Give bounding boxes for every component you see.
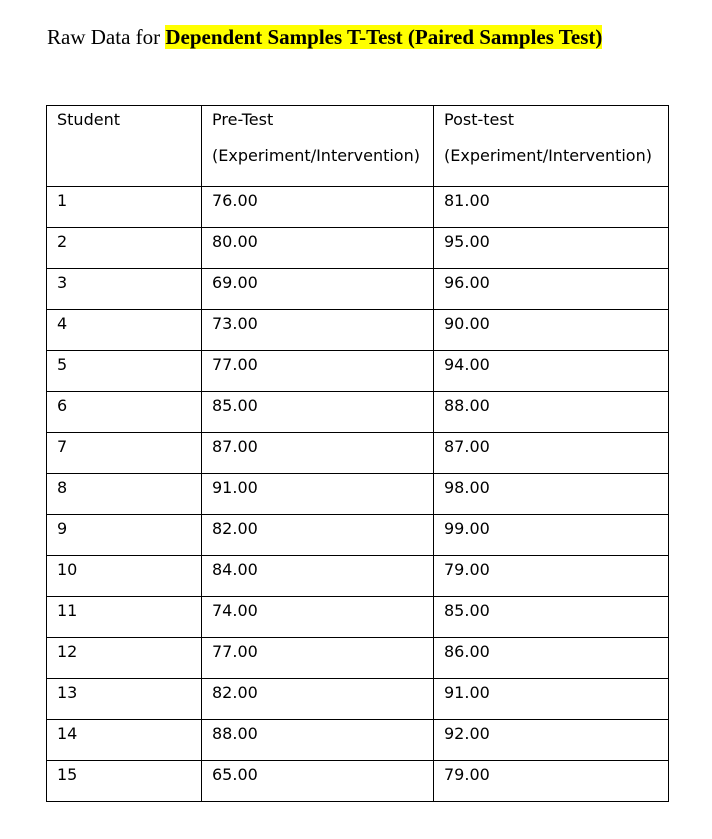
cell-student: 3 (47, 269, 202, 310)
table-row (47, 761, 669, 802)
cell-pre: 77.00 (202, 638, 434, 679)
title-prefix: Raw Data for (47, 25, 166, 49)
cell-pre: 73.00 (202, 310, 434, 351)
table-row (47, 515, 669, 556)
cell-pre: 87.00 (202, 433, 434, 474)
table-header-row (47, 106, 669, 187)
cell-post: 96.00 (434, 269, 669, 310)
cell-post: 87.00 (434, 433, 669, 474)
cell-pre: 88.00 (202, 720, 434, 761)
cell-student: 12 (47, 638, 202, 679)
cell-post: 91.00 (434, 679, 669, 720)
table-row (47, 679, 669, 720)
cell-pre: 69.00 (202, 269, 434, 310)
table-row (47, 351, 669, 392)
table-row (47, 269, 669, 310)
cell-post: 99.00 (434, 515, 669, 556)
header-student: Student (47, 106, 202, 187)
cell-post: 85.00 (434, 597, 669, 638)
cell-student: 10 (47, 556, 202, 597)
cell-student: 5 (47, 351, 202, 392)
cell-post: 81.00 (434, 187, 669, 228)
title-highlight: Dependent Samples T-Test (Paired Samples Test) (165, 25, 603, 49)
raw-data-table (46, 105, 669, 802)
table-row (47, 474, 669, 515)
cell-student: 14 (47, 720, 202, 761)
cell-student: 7 (47, 433, 202, 474)
header-post-test: Post-test (Experiment/Intervention) (434, 106, 669, 187)
cell-student: 2 (47, 228, 202, 269)
cell-student: 13 (47, 679, 202, 720)
cell-student: 4 (47, 310, 202, 351)
cell-pre: 91.00 (202, 474, 434, 515)
table-row (47, 597, 669, 638)
cell-post: 94.00 (434, 351, 669, 392)
cell-student: 15 (47, 761, 202, 802)
cell-post: 79.00 (434, 556, 669, 597)
cell-pre: 84.00 (202, 556, 434, 597)
cell-student: 6 (47, 392, 202, 433)
cell-student: 9 (47, 515, 202, 556)
table-row (47, 433, 669, 474)
cell-pre: 82.00 (202, 515, 434, 556)
table-row (47, 187, 669, 228)
cell-pre: 77.00 (202, 351, 434, 392)
cell-student: 1 (47, 187, 202, 228)
cell-pre: 65.00 (202, 761, 434, 802)
cell-post: 95.00 (434, 228, 669, 269)
cell-pre: 85.00 (202, 392, 434, 433)
cell-pre: 80.00 (202, 228, 434, 269)
document-title (47, 22, 602, 52)
cell-post: 79.00 (434, 761, 669, 802)
table-row (47, 556, 669, 597)
cell-pre: 76.00 (202, 187, 434, 228)
cell-post: 98.00 (434, 474, 669, 515)
table-row (47, 310, 669, 351)
table-row (47, 720, 669, 761)
cell-student: 8 (47, 474, 202, 515)
cell-pre: 82.00 (202, 679, 434, 720)
cell-student: 11 (47, 597, 202, 638)
header-pre-test: Pre-Test (Experiment/Intervention) (202, 106, 434, 187)
table-row (47, 228, 669, 269)
cell-post: 90.00 (434, 310, 669, 351)
cell-pre: 74.00 (202, 597, 434, 638)
cell-post: 88.00 (434, 392, 669, 433)
table-row (47, 638, 669, 679)
table-body (47, 187, 669, 802)
cell-post: 92.00 (434, 720, 669, 761)
table-row (47, 392, 669, 433)
cell-post: 86.00 (434, 638, 669, 679)
